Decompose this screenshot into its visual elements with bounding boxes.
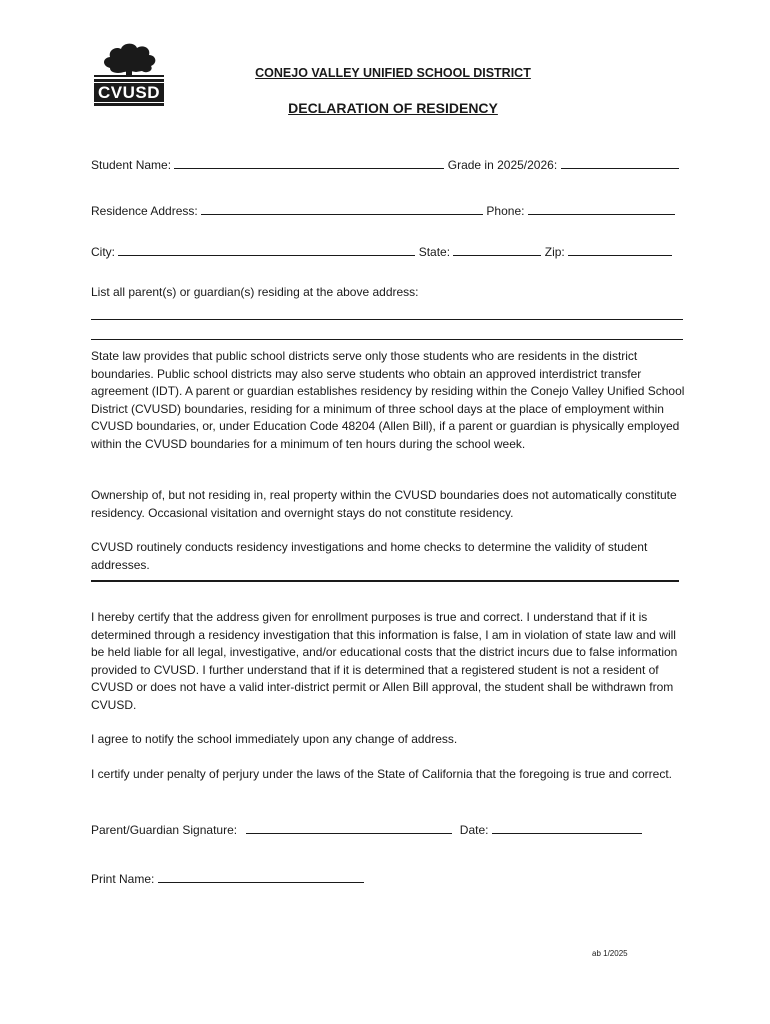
city-row [91, 244, 672, 259]
investigation-paragraph: CVUSD routinely conducts residency investigations and home checks to determine the validity of student addresses. [91, 540, 648, 572]
print-name-row [91, 871, 364, 886]
city-field[interactable] [118, 244, 415, 256]
certification-paragraph: I hereby certify that the address given for enrollment purposes is true and correct. I understand that if it is determined through a residency investigation that this information is false, I am in violation of state law and will be held liable for all legal, investigative, and/or educational costs that the district incurs due to false information provided to CVUSD. I further understand that if it is determined that a registered student is not a resident of CVUSD or does not have a valid inter-district permit or Allen Bill approval, the student shall be withdrawn from CVUSD. [91, 610, 678, 712]
student-name-label: Student Name: [91, 158, 172, 172]
date-field[interactable] [492, 822, 642, 834]
logo-text: CVUSD [97, 83, 160, 102]
parents-field-line-2[interactable] [91, 339, 683, 340]
ownership-paragraph: Ownership of, but not residing in, real property within the CVUSD boundaries does not automatically constitute residency. Occasional visitation and overnight stays do not constitute residency. [91, 488, 677, 520]
parents-field-line-1[interactable] [91, 319, 683, 320]
form-title: DECLARATION OF RESIDENCY [288, 100, 498, 116]
student-row [91, 157, 679, 172]
city-label: City: [91, 245, 115, 259]
state-label: State: [418, 245, 451, 259]
notify-paragraph: I agree to notify the school immediately upon any change of address. [91, 732, 458, 746]
date-label: Date: [459, 823, 489, 837]
revision-note: ab 1/2025 [592, 949, 628, 958]
signature-row [91, 822, 642, 837]
zip-field[interactable] [568, 244, 672, 256]
state-field[interactable] [453, 244, 541, 256]
grade-field[interactable] [561, 157, 679, 169]
phone-label: Phone: [486, 204, 525, 218]
zip-label: Zip: [544, 245, 565, 259]
section-divider [91, 580, 679, 582]
grade-label: Grade in 2025/2026: [447, 158, 558, 172]
phone-field[interactable] [528, 203, 675, 215]
signature-label: Parent/Guardian Signature: [91, 823, 238, 837]
residence-address-label: Residence Address: [91, 204, 198, 218]
address-row [91, 203, 675, 218]
print-name-label: Print Name: [91, 872, 155, 886]
residence-address-field[interactable] [201, 203, 483, 215]
signature-field[interactable] [246, 822, 452, 834]
student-name-field[interactable] [174, 157, 444, 169]
perjury-paragraph: I certify under penalty of perjury under the laws of the State of California that the foregoing is true and correct. [91, 767, 672, 781]
district-name: CONEJO VALLEY UNIFIED SCHOOL DISTRICT [255, 66, 531, 80]
residency-law-paragraph: State law provides that public school districts serve only those students who are residents in the district boundaries. Public school districts may also serve students who obtain an approved interdistrict transfer agreement (IDT). A parent or guardian establishes residency by residing within the Conejo Valley Unified School District (CVUSD) boundaries, residing for a minimum of three school days at the place of employment within CVUSD boundaries, or, under Education Code 48204 (Allen Bill), if a parent or guardian is physically employed within the CVUSD boundaries for a minimum of ten hours during the school week. [91, 349, 685, 451]
print-name-field[interactable] [158, 871, 364, 883]
parents-label: List all parent(s) or guardian(s) residing at the above address: [91, 285, 419, 299]
